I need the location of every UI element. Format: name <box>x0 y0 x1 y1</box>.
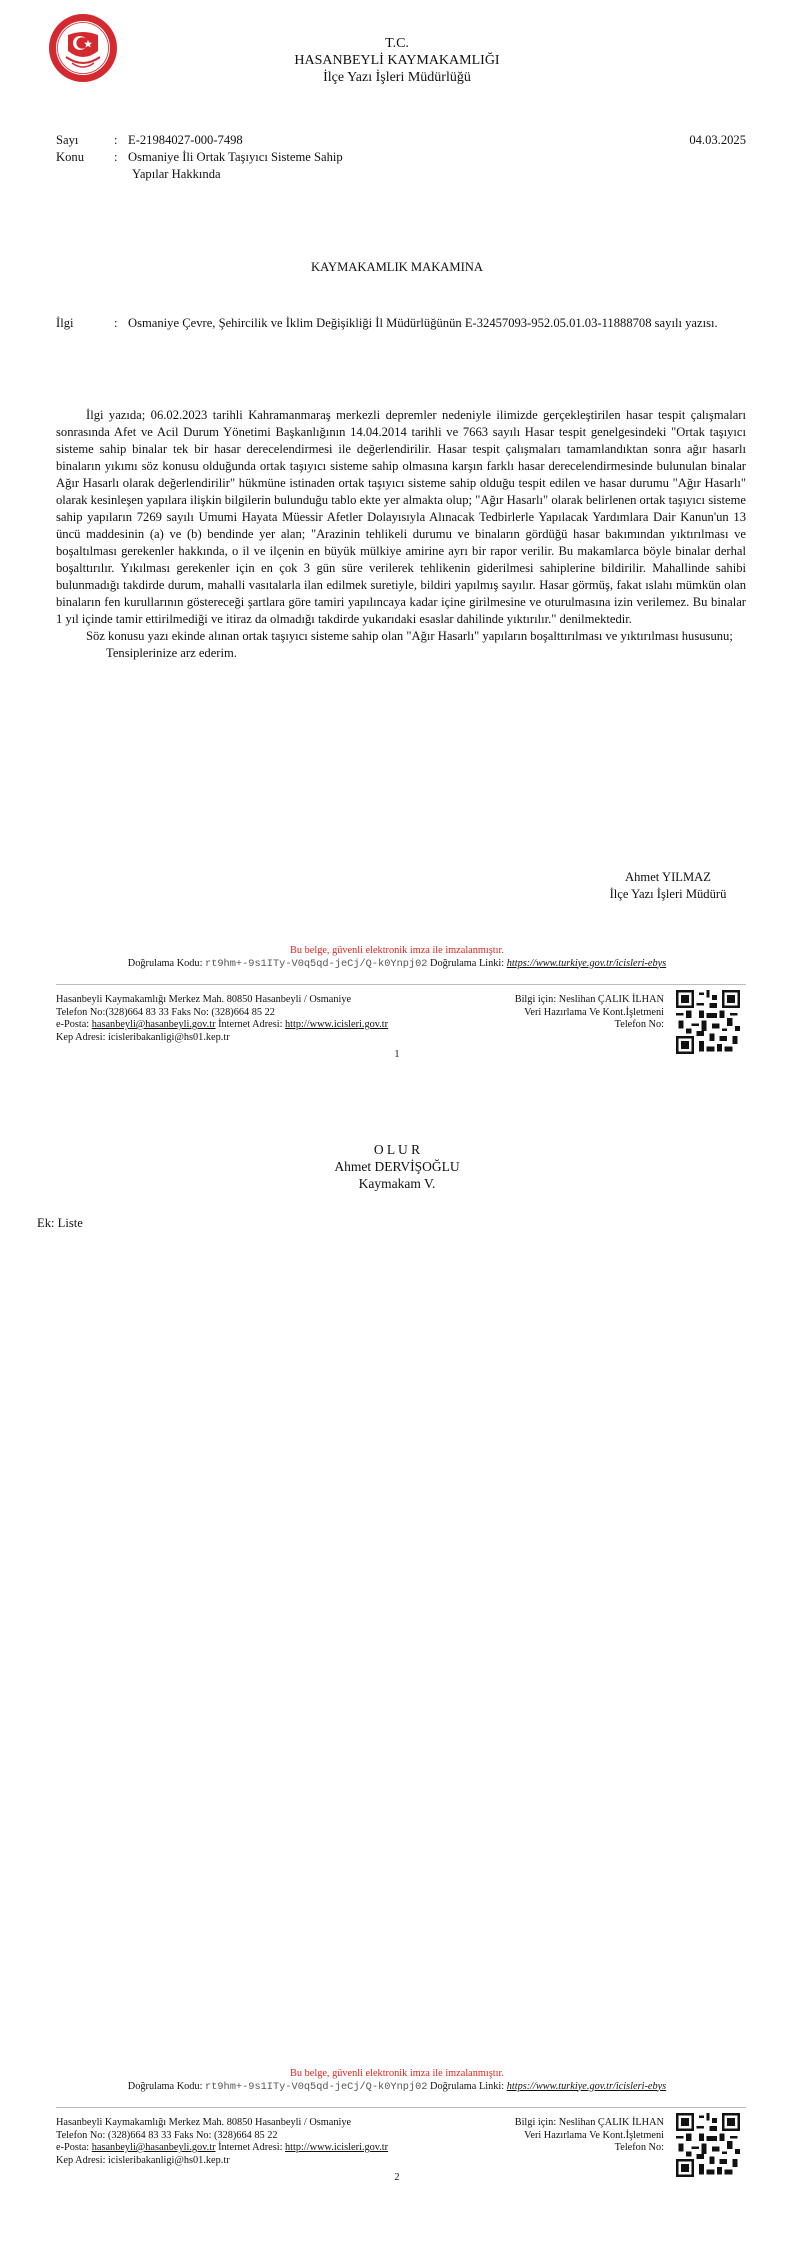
e-signature-note: Bu belge, güvenli elektronik imza ile imzalanmıştır. <box>290 945 504 956</box>
footer-info-unit: Veri Hazırlama Ve Kont.İşletmeni <box>524 1006 664 1018</box>
footer-left-page2: Hasanbeyli Kaymakamlığı Merkez Mah. 80850 Hasanbeyli / Osmaniye Telefon No: (328)664 83 33 Faks No: (328)664 85 22 e-Posta: hasanbeyli@hasanbeyli.gov.tr İnternet Adresi: http://www.icisleri.gov.tr Kep Adresi: icisleribakanligi@hs01.kep.tr <box>56 2117 389 2166</box>
header-institution: HASANBEYLİ KAYMAKAMLIĞI <box>294 53 500 68</box>
qr-code-page1 <box>676 990 740 1054</box>
konu-label: Konu <box>56 150 84 164</box>
sayi-value: E-21984027-000-7498 <box>128 133 243 147</box>
ilgi-text: Osmaniye Çevre, Şehircilik ve İklim Değişikliği İl Müdürlüğünün E-32457093-952.05.01.03-11888708 sayılı yazısı. <box>128 316 718 330</box>
document-header <box>0 35 794 86</box>
sayi-row: Sayı : E-21984027-000-7498 04.03.2025 <box>56 133 746 147</box>
verification-code-2: rt9hm+-9s1ITy-V0q5qd-jeCj/Q-k0Ynpj02 <box>205 2080 428 2093</box>
footer-divider-page1 <box>56 984 746 985</box>
footer-info-phone: Telefon No: <box>614 1019 664 1030</box>
verification-link[interactable]: https://www.turkiye.gov.tr/icisleri-ebys <box>506 957 667 969</box>
verification-line-2: Doğrulama Kodu: rt9hm+-9s1ITy-V0q5qd-jeCj/Q-k0Ynpj02 Doğrulama Linki: https://www.turkiye.gov.tr/icisleri-ebys <box>127 2080 667 2093</box>
page-number-2: 2 <box>394 2172 400 2183</box>
document-date: 04.03.2025 <box>689 133 746 147</box>
signer-name: Ahmet YILMAZ <box>625 870 711 884</box>
footer-email-link[interactable]: hasanbeyli@hasanbeyli.gov.tr <box>91 1019 216 1030</box>
footer-divider-page2 <box>56 2107 746 2108</box>
addressee: KAYMAKAMLIK MAKAMINA <box>310 260 483 274</box>
konu-row: Konu : Osmaniye İli Ortak Taşıyıcı Sisteme Sahip Yapılar Hakkında <box>56 150 343 181</box>
konu-value: Osmaniye İli Ortak Taşıyıcı Sisteme Sahip Yapılar Hakkında <box>128 150 343 181</box>
approval-olur: O L U R <box>373 1142 421 1157</box>
footer-kep: Kep Adresi: icisleribakanligi@hs01.kep.tr <box>56 1031 230 1043</box>
approval-name: Ahmet DERVİŞOĞLU <box>334 1159 460 1174</box>
verification-link-2[interactable]: https://www.turkiye.gov.tr/icisleri-ebys <box>506 2080 667 2092</box>
sayi-label: Sayı <box>56 133 79 147</box>
body-paragraph-2: Söz konusu yazı ekinde alınan ortak taşıyıcı sisteme sahip olan "Ağır Hasarlı" yapıların boşalttırılması ve yıktırılması hususunu; <box>86 629 733 643</box>
footer-phone: Telefon No:(328)664 83 33 Faks No: (328)664 85 22 <box>56 1006 275 1018</box>
verification-block-page1 <box>0 945 794 970</box>
approval-title: Kaymakam V. <box>358 1176 436 1191</box>
body-paragraph-3: Tensiplerinize arz ederim. <box>106 646 237 660</box>
header-department: İlçe Yazı İşleri Müdürlüğü <box>323 70 471 85</box>
header-tc: T.C. <box>385 36 409 51</box>
verification-block-page2 <box>0 2068 794 2093</box>
footer-web-link-2[interactable]: http://www.icisleri.gov.tr <box>285 2142 389 2153</box>
approval-block <box>0 1141 794 1192</box>
verification-code: rt9hm+-9s1ITy-V0q5qd-jeCj/Q-k0Ynpj02 <box>205 957 428 970</box>
footer-web-link[interactable]: http://www.icisleri.gov.tr <box>285 1019 389 1030</box>
document-meta <box>56 132 746 183</box>
signer-title: İlçe Yazı İşleri Müdürü <box>609 887 727 901</box>
body-paragraph-1: İlgi yazıda; 06.02.2023 tarihli Kahramanmaraş merkezli depremler nedeniyle ilimizde gerçekleştirilen hasar tespit çalışmaları sonrasında Afet ve Acil Durum Yönetimi Başkanlığının 14.04.2014 tarihli ve 7663 sayılı Hasar tespit genelgesindeki "Ortak taşıyıcı sisteme sahip binalar tek bir hasar derecelendirmesi ile değerlendirilir. Hasar tespit çalışmaları tamamlandıktan sonra ağır hasarlı binaların yıkımı söz konusu olduğunda ortak taşıyıcı sisteme sahip olmasına karşın farklı hasar derecelendirmesinde bulunulan binalar Ağır Hasarlı olarak değerlendirilir" hükmüne istinaden ortak taşıyıcı sisteme sahip olduğu tespit edilen ve hasar durumu "Ağır Hasarlı" olarak kesinleşen yapılara ilişkin bilgilerin bulunduğu tablo ekte yer almakta olup; "Ağır Hasarlı" olarak belirlenen ortak taşıyıcı sisteme sahip yapıların 7269 sayılı Umumi Hayata Müessir Afetler Dolayısıyla Alınacak Tedbirlerle Yapılacak Yardımlara Dair Kanun'un 13 üncü maddesinin (a) ve (b) bendinde yer alan; "Arazinin tehlikeli durumu ve binaların gördüğü hasar bakımından yıktırılması ve boşaltılması gerekenler hakkında, o il ve ilçenin en büyük mülkiye amirine ayrı bir rapor verilir. Bu makamlarca böyle binalar derhal boşalttırılır. Yıkılması gerekenler için en çok 3 gün süre verilerek tehlikenin giderilmesi sahiplerine bildirilir. Mahallinde sahibi bulunmadığı takdirde durum, mahalli vasıtalarla ilan edilmek suretiyle, bildiri yapılmış sayılır. Hasar görmüş, fakat ıslahı mümkün olan binaların fen kurullarının göstereceği şartlara göre tamiri yapılıncaya kadar içine girilmesine ve oturulmasına izin verilemez. Bu binalar 1 yıl içinde tamir ettirilmediği ve itiraz da olmadığı takdirde yukarıdaki esaslar dahilinde yıktırılır." denilmektedir. <box>56 408 746 626</box>
footer-info-contact: Bilgi için: Neslihan ÇALIK İLHAN <box>514 994 664 1005</box>
e-signature-note-2: Bu belge, güvenli elektronik imza ile imzalanmıştır. <box>290 2068 504 2079</box>
signature-block <box>583 869 753 903</box>
page-number-1: 1 <box>394 1049 400 1060</box>
footer-left-page1 <box>56 994 496 1044</box>
attachment-note: Ek: Liste <box>37 1216 83 1230</box>
footer-right-page2: Bilgi için: Neslihan ÇALIK İLHAN Veri Hazırlama Ve Kont.İşletmeni Telefon No: <box>514 2117 664 2153</box>
ilgi-row: İlgi : Osmaniye Çevre, Şehircilik ve İklim Değişikliği İl Müdürlüğünün E-32457093-952.05.01.03-11888708 sayılı yazısı. <box>56 315 746 332</box>
footer-email-link-2[interactable]: hasanbeyli@hasanbeyli.gov.tr <box>91 2142 216 2153</box>
qr-code-page2 <box>676 2113 740 2177</box>
footer-email-web: e-Posta: hasanbeyli@hasanbeyli.gov.tr İnternet Adresi: http://www.icisleri.gov.tr <box>56 1019 389 1030</box>
footer-address: Hasanbeyli Kaymakamlığı Merkez Mah. 80850 Hasanbeyli / Osmaniye <box>56 994 352 1005</box>
ilgi-label: İlgi <box>56 316 74 330</box>
letter-body <box>56 407 746 662</box>
footer-right-page1 <box>480 994 664 1032</box>
verification-line: Doğrulama Kodu: rt9hm+-9s1ITy-V0q5qd-jeCj/Q-k0Ynpj02 Doğrulama Linki: https://www.turkiye.gov.tr/icisleri-ebys <box>127 957 667 970</box>
